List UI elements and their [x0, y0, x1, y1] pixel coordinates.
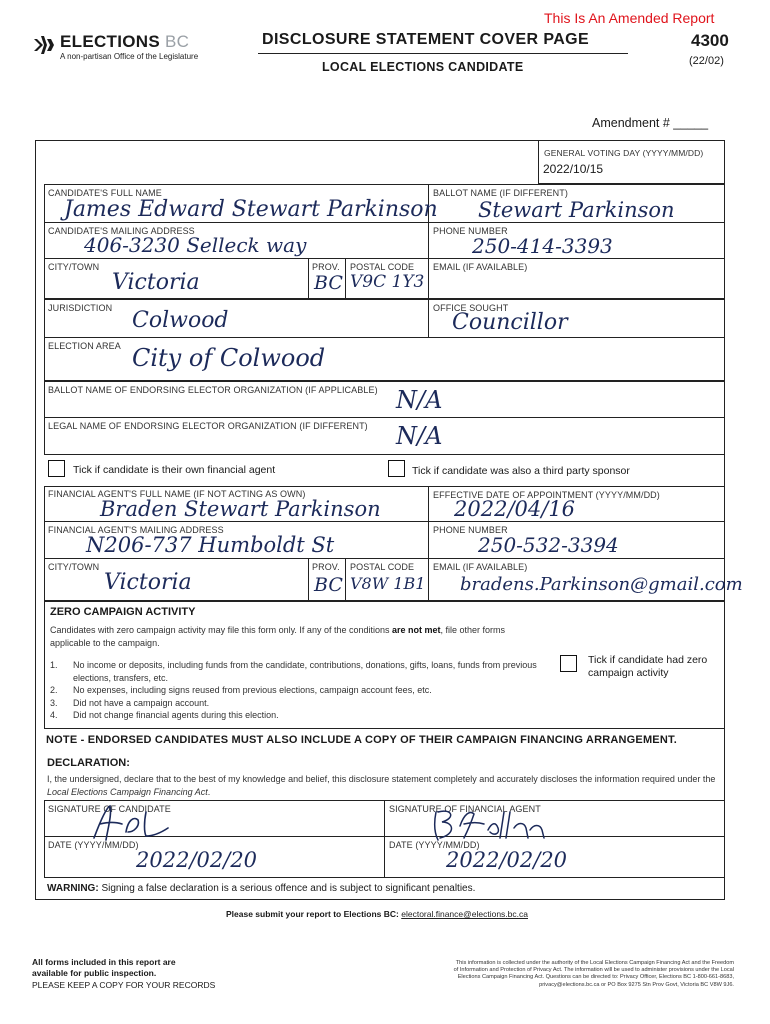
agent-postal-value[interactable]: V8W 1B1	[350, 574, 426, 593]
list-item: 3. Did not have a campaign account.	[50, 697, 540, 710]
agent-name-label: FINANCIAL AGENT'S FULL NAME (IF NOT ACTING AS OWN)	[48, 489, 306, 499]
list-item: 2. No expenses, including signs reused from previous elections, campaign account fees, etc.	[50, 684, 540, 697]
divider	[345, 558, 346, 601]
warning-text: Signing a false declaration is a serious offence and is subject to significant penalties.	[98, 883, 476, 894]
agent-email-value[interactable]: bradens.Parkinson@gmail.com	[460, 574, 743, 595]
warning-line	[47, 883, 475, 894]
jurisdiction-label: JURISDICTION	[48, 303, 113, 313]
office-sought-value[interactable]: Councillor	[452, 310, 568, 335]
candidate-phone-value[interactable]: 250-414-3393	[472, 234, 613, 258]
agent-phone-value[interactable]: 250-532-3394	[478, 533, 619, 557]
zero-item-2: No expenses, including signs reused from previous elections, campaign account fees, etc.	[73, 685, 432, 695]
logo-bc: BC	[165, 32, 190, 51]
agent-name-value[interactable]: Braden Stewart Parkinson	[100, 497, 381, 521]
elector-org-ballot-label: BALLOT NAME OF ENDORSING ELECTOR ORGANIZATION (IF APPLICABLE)	[48, 385, 378, 395]
divider	[44, 222, 725, 223]
divider	[44, 558, 725, 559]
candidate-postal-label: POSTAL CODE	[350, 262, 415, 272]
form-number: 4300	[691, 31, 729, 50]
agent-date-label: EFFECTIVE DATE OF APPOINTMENT (YYYY/MM/DD)	[433, 490, 660, 500]
zero-activity-checkbox[interactable]	[560, 655, 577, 672]
candidate-email-label: EMAIL (IF AVAILABLE)	[433, 262, 528, 272]
zero-activity-list	[50, 659, 540, 722]
declaration-text-b: .	[207, 786, 211, 797]
candidate-date-label: DATE (YYYY/MM/DD)	[48, 840, 139, 850]
candidate-name-label: CANDIDATE'S FULL NAME	[48, 188, 162, 198]
elections-bc-logo-icon	[32, 33, 56, 57]
ballot-name-label: BALLOT NAME (IF DIFFERENT)	[433, 188, 568, 198]
elector-org-legal-label: LEGAL NAME OF ENDORSING ELECTOR ORGANIZATION (IF DIFFERENT)	[48, 421, 368, 431]
logo-main: ELECTIONS	[60, 32, 160, 51]
election-area-value[interactable]: City of Colwood	[132, 344, 326, 372]
third-party-checkbox[interactable]	[388, 460, 405, 477]
divider	[308, 258, 309, 299]
jurisdiction-value[interactable]: Colwood	[132, 308, 229, 333]
zero-intro-bold: are not met	[392, 625, 441, 635]
divider	[384, 800, 385, 878]
divider	[308, 558, 309, 601]
divider	[44, 521, 725, 522]
candidate-address-value[interactable]: 406-3230 Selleck way	[84, 233, 307, 257]
submit-text: Please submit your report to Elections BC:	[226, 909, 402, 919]
zero-item-4: Did not change financial agents during this election.	[73, 710, 279, 720]
zero-intro-a: Candidates with zero campaign activity may file this form only. If any of the conditions	[50, 625, 392, 635]
form-title: DISCLOSURE STATEMENT COVER PAGE	[262, 31, 590, 48]
office-sought-label: OFFICE SOUGHT	[433, 303, 509, 313]
zero-activity-tick-label: Tick if candidate had zero campaign activity	[588, 654, 708, 679]
candidate-city-label: CITY/TOWN	[48, 262, 100, 272]
zero-activity-heading: ZERO CAMPAIGN ACTIVITY	[50, 606, 196, 618]
agent-sig-date-value[interactable]: 2022/02/20	[446, 848, 568, 872]
endorsed-note: NOTE - ENDORSED CANDIDATES MUST ALSO INCLUDE A COPY OF THEIR CAMPAIGN FINANCING ARRANGEMENT.	[46, 734, 677, 746]
agent-city-label: CITY/TOWN	[48, 562, 100, 572]
ballot-name-value[interactable]: Stewart Parkinson	[478, 198, 675, 222]
amendment-number-field[interactable]: Amendment # _____	[592, 116, 709, 130]
candidate-prov-label: PROV.	[312, 262, 340, 272]
divider	[44, 417, 725, 418]
divider	[44, 258, 725, 259]
voting-day-value[interactable]: 2022/10/15	[543, 162, 604, 176]
declaration-text	[47, 773, 717, 798]
zero-item-1: No income or deposits, including funds from the candidate, contributions, donations, gifts, loans, funds from previous elections, transfers, etc.	[73, 660, 537, 683]
privacy-line-1: This information is collected under the authority of the Local Elections Campaign Financing Act and the Freedom	[455, 960, 734, 966]
agent-signature-label: SIGNATURE OF FINANCIAL AGENT	[389, 804, 541, 814]
form-subtitle: LOCAL ELECTIONS CANDIDATE	[322, 60, 524, 74]
agent-prov-label: PROV.	[312, 562, 340, 572]
agent-signature[interactable]	[430, 804, 550, 844]
submit-email-link[interactable]: electoral.finance@elections.bc.ca	[401, 909, 528, 919]
divider	[345, 258, 346, 299]
logo-tagline: A non-partisan Office of the Legislature	[60, 52, 199, 61]
agent-date-value[interactable]: 2022/04/16	[454, 497, 576, 521]
agent-address-label: FINANCIAL AGENT'S MAILING ADDRESS	[48, 525, 224, 535]
agent-address-value[interactable]: N206-737 Humboldt St	[86, 533, 335, 557]
elector-org-ballot-value[interactable]: N/A	[396, 386, 443, 414]
agent-phone-label: PHONE NUMBER	[433, 525, 508, 535]
amended-report-note: This Is An Amended Report	[544, 10, 715, 26]
divider	[44, 337, 725, 338]
elector-org-legal-value[interactable]: N/A	[396, 422, 443, 450]
public-inspection-note	[32, 957, 176, 978]
declaration-text-a: I, the undersigned, declare that to the best of my knowledge and belief, this disclosure statement completely and accurately discloses the information required under the	[47, 774, 716, 784]
agent-postal-label: POSTAL CODE	[350, 562, 415, 572]
privacy-line-3: Elections Campaign Financing Act. Questions can be directed to: Privacy Officer, Elections BC 1-800-661-8683,	[457, 974, 734, 981]
warning-bold: WARNING:	[47, 883, 99, 894]
list-item: 1. No income or deposits, including funds from the candidate, contributions, donations, gifts, loans, funds from previous elections, transfers, etc.	[50, 659, 540, 684]
agent-prov-value[interactable]: BC	[314, 574, 343, 596]
zero-activity-intro	[50, 624, 540, 649]
voting-day-label: GENERAL VOTING DAY (YYYY/MM/DD)	[544, 148, 704, 158]
list-item: 4. Did not change financial agents during this election.	[50, 709, 540, 722]
candidate-signature-label: SIGNATURE OF CANDIDATE	[48, 804, 171, 814]
public-note-line-1: All forms included in this report are	[32, 957, 176, 967]
public-note-line-2: available for public inspection.	[32, 967, 157, 978]
agent-date-label-sig: DATE (YYYY/MM/DD)	[389, 840, 480, 850]
zero-item-3: Did not have a campaign account.	[73, 697, 210, 708]
privacy-line-2: of Information and Protection of Privacy Act. The information will be used to administer provisions under the Local	[453, 967, 734, 974]
third-party-label: Tick if candidate was also a third party sponsor	[412, 465, 630, 477]
candidate-postal-value[interactable]: V9C 1Y3	[350, 272, 425, 292]
divider	[428, 299, 429, 337]
election-area-label: ELECTION AREA	[48, 341, 121, 351]
declaration-act: Local Elections Campaign Financing Act	[47, 786, 208, 797]
form-version: (22/02)	[689, 55, 724, 67]
candidate-city-value[interactable]: Victoria	[112, 270, 200, 295]
candidate-address-label: CANDIDATE'S MAILING ADDRESS	[48, 226, 195, 236]
submit-line	[226, 909, 528, 919]
candidate-date-value[interactable]: 2022/02/20	[136, 848, 258, 872]
agent-city-value[interactable]: Victoria	[104, 570, 192, 595]
logo-text	[60, 32, 189, 52]
divider	[428, 486, 429, 601]
candidate-phone-label: PHONE NUMBER	[433, 226, 508, 236]
candidate-name-value[interactable]: James Edward Stewart Parkinson	[64, 197, 438, 222]
own-agent-label: Tick if candidate is their own financial agent	[73, 464, 276, 476]
candidate-prov-value[interactable]: BC	[314, 272, 343, 294]
candidate-signature[interactable]	[88, 802, 178, 842]
declaration-heading: DECLARATION:	[47, 757, 130, 769]
privacy-notice	[406, 960, 734, 989]
title-divider	[258, 53, 628, 54]
keep-copy-note: PLEASE KEEP A COPY FOR YOUR RECORDS	[32, 980, 216, 990]
own-agent-checkbox[interactable]	[48, 460, 65, 477]
agent-email-label: EMAIL (IF AVAILABLE)	[433, 562, 528, 572]
zero-intro-c: , file other forms applicable to the campaign.	[50, 625, 506, 648]
privacy-line-4: privacy@elections.bc.ca or PO Box 9275 Stn Prov Govt, Victoria BC V8W 9J6.	[539, 981, 734, 988]
